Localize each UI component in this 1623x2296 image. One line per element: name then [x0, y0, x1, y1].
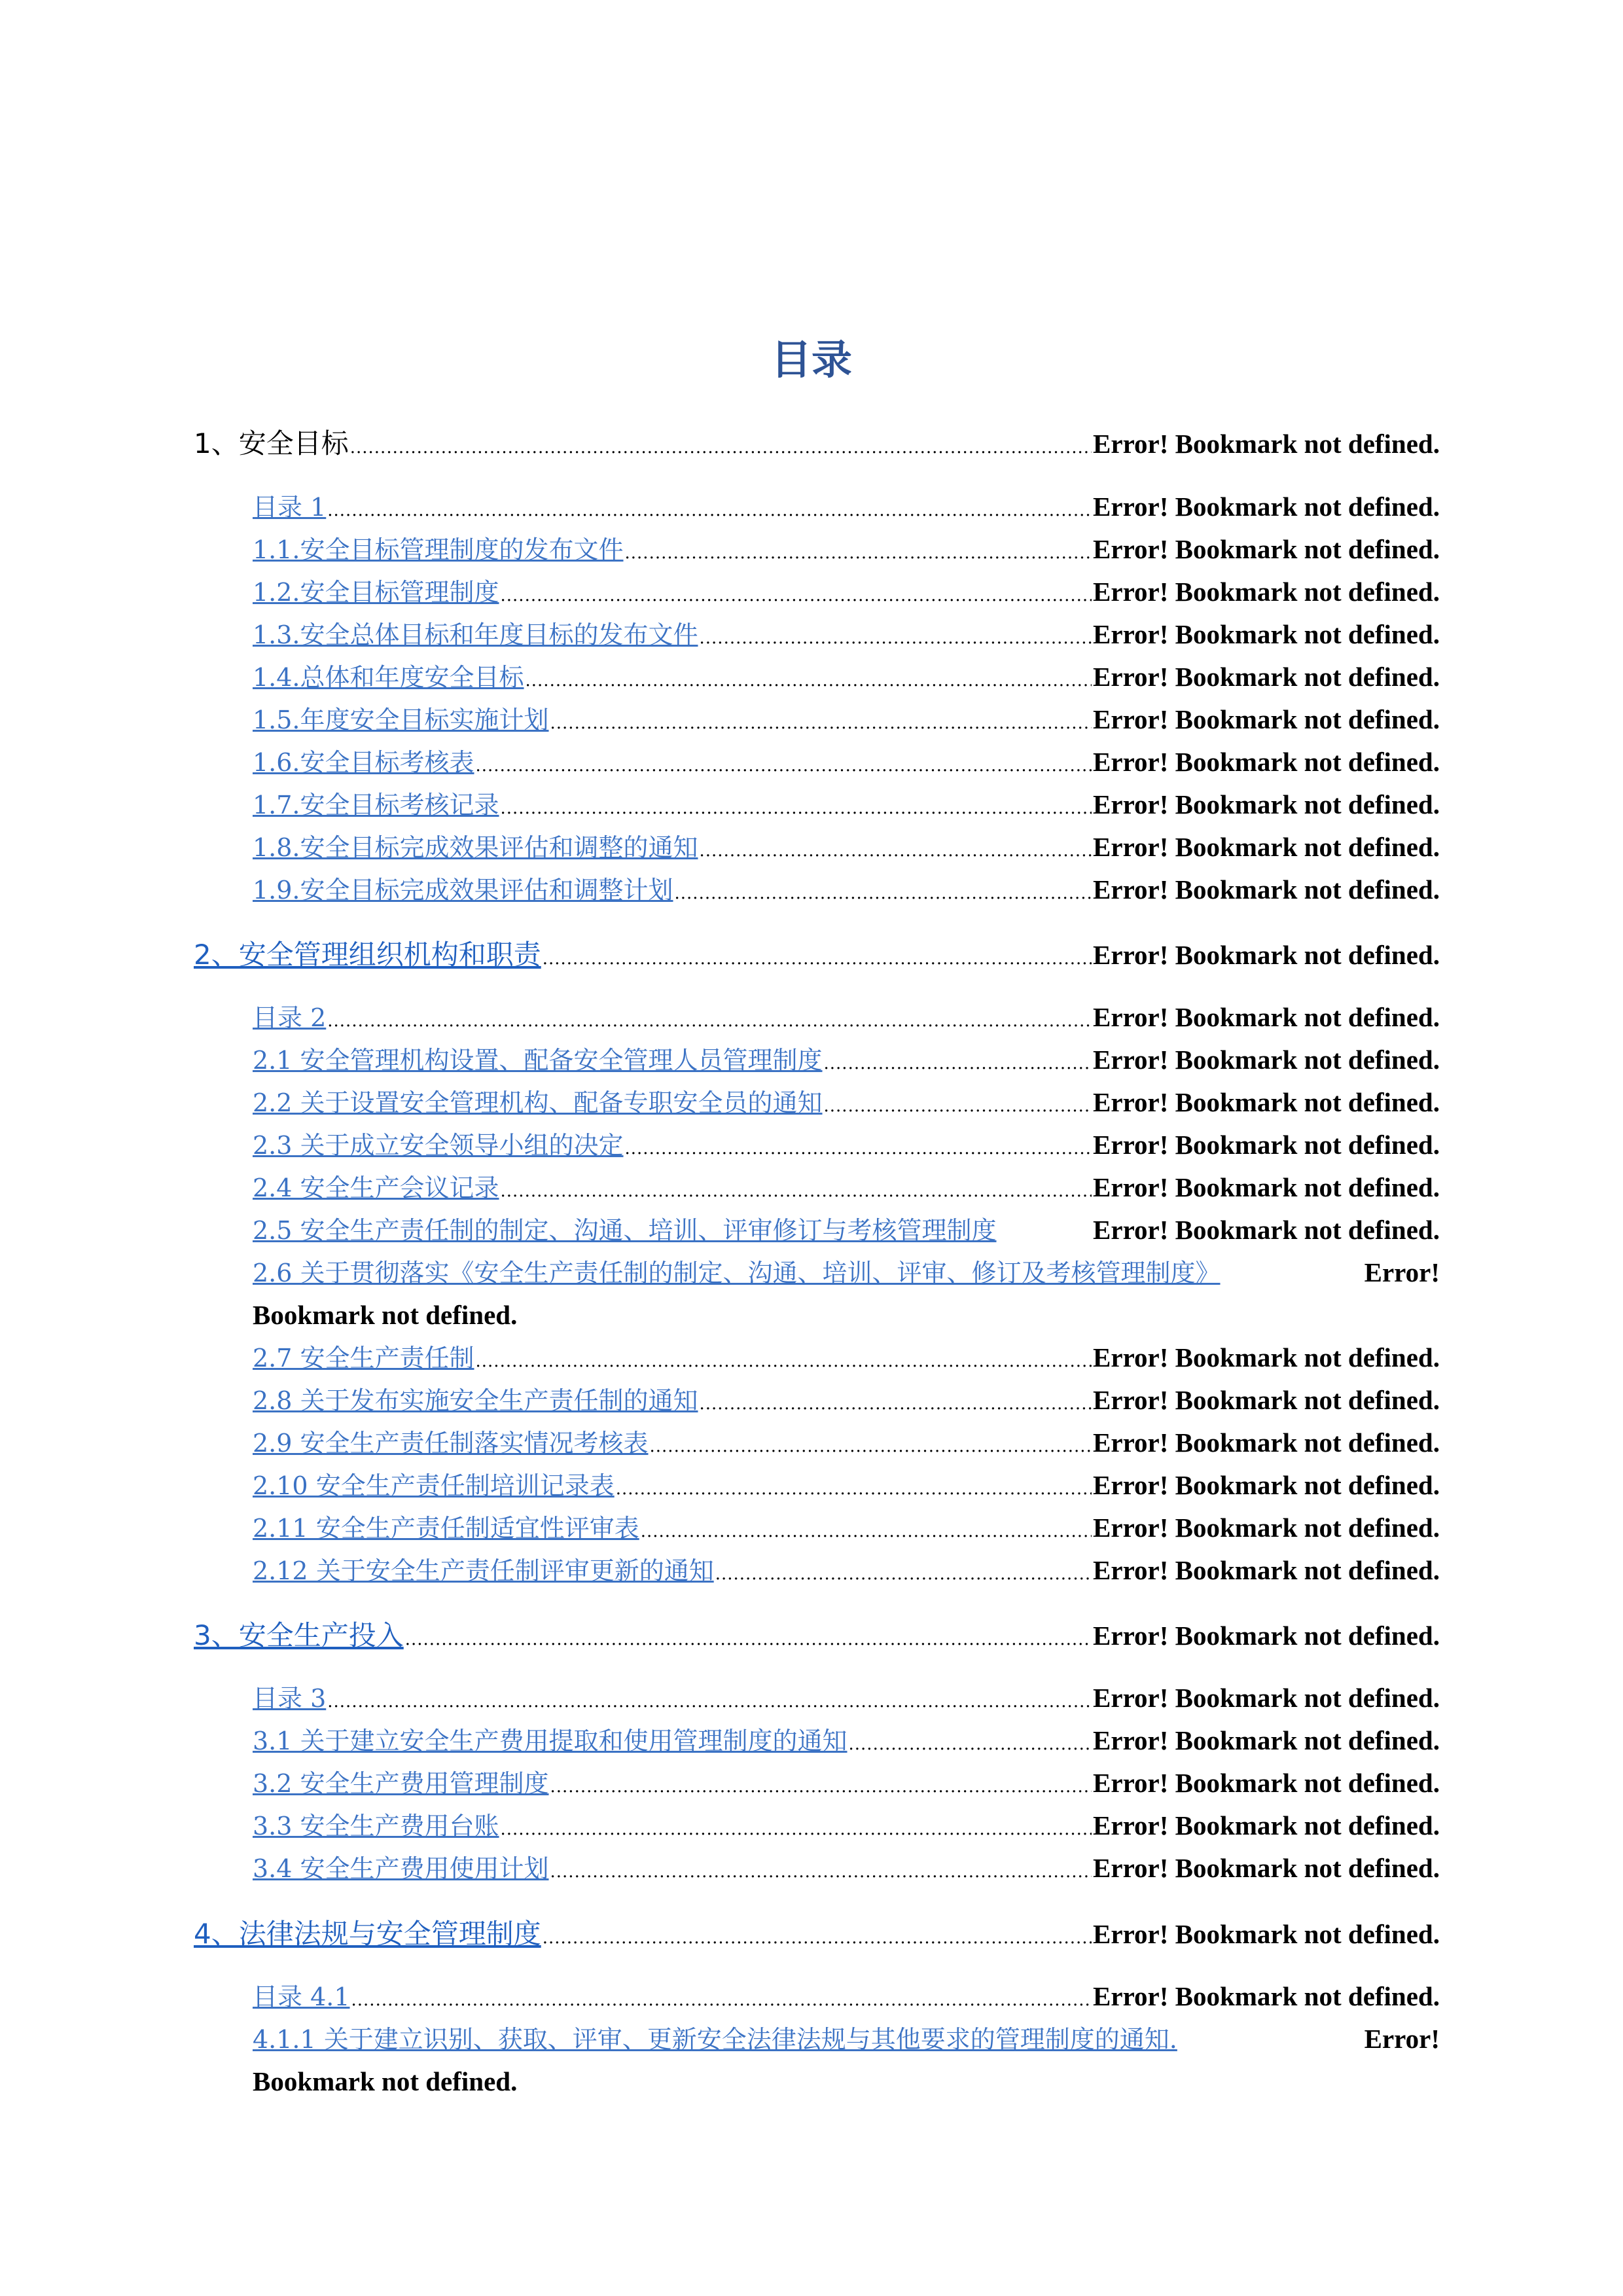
toc-heading-label: 1、安全目标 [194, 427, 349, 459]
dot-leader [501, 576, 1092, 615]
page-ref-error: Error! Bookmark not defined. [1093, 577, 1440, 607]
page-ref-error: Error! Bookmark not defined. [1093, 1810, 1440, 1840]
toc-entry-link[interactable]: 1.1.安全目标管理制度的发布文件 [253, 535, 624, 564]
toc-entry-link[interactable]: 1.2.安全目标管理制度 [253, 578, 499, 607]
toc-entry-link[interactable]: 2.10 安全生产责任制培训记录表 [253, 1471, 615, 1500]
toc-heading-2[interactable] [194, 935, 1440, 975]
dot-leader [501, 1810, 1092, 1849]
toc-entry-link[interactable]: 2.4 安全生产会议记录 [253, 1174, 499, 1202]
page-ref-error: Error! Bookmark not defined. [1093, 662, 1440, 692]
toc-entry-link[interactable]: 3.1 关于建立安全生产费用提取和使用管理制度的通知 [253, 1727, 847, 1755]
toc-entry[interactable] [253, 1210, 1440, 1249]
page-ref-error: Error! Bookmark not defined. [1093, 619, 1440, 649]
toc-entry-link[interactable]: 2.6 关于贯彻落实《安全生产责任制的制定、沟通、培训、评审、修订及考核管理制度》 [253, 1259, 1221, 1287]
toc-heading-4[interactable] [194, 1914, 1440, 1954]
toc-entry[interactable] [253, 615, 1440, 654]
toc-entry[interactable] [253, 1465, 1440, 1505]
toc-entry-link[interactable]: 2.9 安全生产责任制落实情况考核表 [253, 1429, 649, 1458]
page-ref-error: Error! Bookmark not defined. [1093, 1215, 1440, 1245]
page-ref-error: Error! Bookmark not defined. [1093, 1919, 1440, 1949]
toc-entry-link[interactable]: 1.6.安全目标考核表 [253, 748, 474, 777]
page-ref-error: Error! Bookmark not defined. [1093, 1002, 1440, 1032]
page-ref-error: Error! Bookmark not defined. [1093, 1045, 1440, 1075]
toc-entry[interactable] [253, 2019, 1440, 2058]
toc-entry-link[interactable]: 目录 1 [253, 493, 327, 522]
page-ref-error: Error! Bookmark not defined. [1093, 1342, 1440, 1372]
toc-entry-link[interactable]: 3.3 安全生产费用台账 [253, 1812, 499, 1840]
page-ref-error: Error! Bookmark not defined. [1093, 1555, 1440, 1585]
toc-entry[interactable] [253, 1040, 1440, 1079]
page-ref-error: Error! Bookmark not defined. [1093, 1087, 1440, 1117]
page-ref-error: Error! [1364, 2024, 1440, 2054]
toc-entry[interactable] [253, 1977, 1440, 2016]
dot-leader [550, 1852, 1092, 1892]
page-ref-error: Error! Bookmark not defined. [1093, 1621, 1440, 1651]
toc-entry[interactable] [253, 1678, 1440, 1717]
page-ref-error: Error! Bookmark not defined. [1093, 1427, 1440, 1458]
toc-entry[interactable] [253, 785, 1440, 824]
toc-entry[interactable] [253, 487, 1440, 526]
page-ref-error: Error! Bookmark not defined. [1093, 1172, 1440, 1202]
toc-entry-link[interactable]: 2.11 安全生产责任制适宜性评审表 [253, 1514, 639, 1543]
page-ref-error: Error! Bookmark not defined. [1093, 534, 1440, 564]
toc-heading-link[interactable]: 2、安全管理组织机构和职责 [194, 939, 541, 971]
dot-leader [675, 874, 1092, 913]
page-ref-error: Error! Bookmark not defined. [1093, 1470, 1440, 1500]
toc-entry[interactable] [253, 1125, 1440, 1164]
dot-leader [327, 491, 1092, 530]
toc-entry[interactable] [253, 1551, 1440, 1590]
page-ref-error: Error! Bookmark not defined. [1093, 704, 1440, 734]
toc-entry-link[interactable]: 4.1.1 关于建立识别、获取、评审、更新安全法律法规与其他要求的管理制度的通知. [253, 2025, 1177, 2054]
dot-leader [700, 619, 1092, 658]
toc-entry[interactable] [253, 1423, 1440, 1462]
toc-entry[interactable] [253, 1721, 1440, 1760]
dot-leader [350, 428, 1092, 467]
toc-entry[interactable] [253, 1806, 1440, 1845]
dot-leader [501, 1172, 1092, 1211]
toc-entry-link[interactable]: 2.3 关于成立安全领导小组的决定 [253, 1131, 624, 1160]
dot-leader [550, 704, 1092, 743]
page-ref-error: Error! Bookmark not defined. [1093, 1981, 1440, 2011]
dot-leader [625, 533, 1092, 573]
toc-entry[interactable] [253, 657, 1440, 696]
toc-entry[interactable] [253, 1168, 1440, 1207]
toc-entry-link[interactable]: 2.1 安全管理机构设置、配备安全管理人员管理制度 [253, 1046, 823, 1075]
dot-leader [616, 1469, 1092, 1509]
toc-heading-link[interactable]: 3、安全生产投入 [194, 1619, 404, 1651]
toc-entry-link[interactable]: 1.9.安全目标完成效果评估和调整计划 [253, 876, 673, 905]
dot-leader [327, 1682, 1092, 1721]
page-ref-error: Error! Bookmark not defined. [1093, 1725, 1440, 1755]
page-ref-error: Error! Bookmark not defined. [1093, 1853, 1440, 1883]
toc-entry[interactable] [253, 700, 1440, 739]
toc-entry[interactable] [253, 997, 1440, 1037]
toc-entry[interactable] [253, 1253, 1440, 1292]
dot-leader [543, 939, 1092, 978]
page-ref-error: Error! Bookmark not defined. [1093, 1130, 1440, 1160]
dot-leader [543, 1918, 1092, 1958]
dot-leader [501, 789, 1092, 828]
page-ref-error: Error! Bookmark not defined. [1093, 1768, 1440, 1798]
toc-entry-link[interactable]: 目录 2 [253, 1003, 327, 1032]
dot-leader [824, 1086, 1092, 1126]
toc-heading-3[interactable] [194, 1616, 1440, 1655]
dot-leader [715, 1554, 1092, 1594]
toc-title: 目录 [770, 336, 852, 384]
toc-entry[interactable] [253, 1338, 1440, 1377]
page-ref-error: Error! Bookmark not defined. [1093, 789, 1440, 819]
toc-entry-link[interactable]: 2.5 安全生产责任制的制定、沟通、培训、评审修订与考核管理制度 [253, 1216, 997, 1245]
page-ref-error-continued: Bookmark not defined. [253, 2066, 518, 2096]
page-ref-error: Error! Bookmark not defined. [1093, 874, 1440, 905]
toc-entry[interactable] [253, 1763, 1440, 1803]
dot-leader [476, 1342, 1092, 1381]
toc-entry-link[interactable]: 目录 4.1 [253, 1982, 350, 2011]
dot-leader [550, 1767, 1092, 1806]
toc-entry-link[interactable]: 3.2 安全生产费用管理制度 [253, 1769, 549, 1798]
toc-entry-link[interactable]: 3.4 安全生产费用使用计划 [253, 1854, 549, 1883]
page-ref-error: Error! Bookmark not defined. [1093, 1683, 1440, 1713]
page-ref-error: Error! Bookmark not defined. [1093, 940, 1440, 970]
toc-entry-link[interactable]: 目录 3 [253, 1684, 327, 1713]
toc-entry-link[interactable]: 1.4.总体和年度安全目标 [253, 663, 524, 692]
toc-entry-link[interactable]: 1.5.年度安全目标实施计划 [253, 706, 549, 734]
dot-leader [641, 1512, 1092, 1551]
page-ref-error: Error! Bookmark not defined. [1093, 747, 1440, 777]
dot-leader [405, 1620, 1092, 1659]
dot-leader [327, 1001, 1092, 1041]
toc-entry[interactable] [253, 1380, 1440, 1420]
dot-leader [476, 746, 1092, 785]
toc-entry-link[interactable]: 2.12 关于安全生产责任制评审更新的通知 [253, 1556, 714, 1585]
toc-entry[interactable] [253, 827, 1440, 867]
toc-entry[interactable] [253, 1848, 1440, 1888]
dot-leader [650, 1427, 1092, 1466]
toc-entry[interactable] [253, 1083, 1440, 1122]
toc-entry-link[interactable]: 1.7.安全目标考核记录 [253, 791, 499, 819]
toc-entry-link[interactable]: 2.2 关于设置安全管理机构、配备专职安全员的通知 [253, 1088, 823, 1117]
page-ref-error-continued: Bookmark not defined. [253, 1300, 518, 1330]
toc-entry[interactable] [253, 572, 1440, 611]
toc-entry-link[interactable]: 2.8 关于发布实施安全生产责任制的通知 [253, 1386, 698, 1415]
page-ref-error: Error! Bookmark not defined. [1093, 1385, 1440, 1415]
toc-entry-link[interactable]: 2.7 安全生产责任制 [253, 1344, 474, 1372]
dot-leader [700, 1384, 1092, 1424]
dot-leader [700, 831, 1092, 870]
toc-entry-link[interactable]: 1.8.安全目标完成效果评估和调整的通知 [253, 833, 698, 862]
dot-leader [849, 1725, 1092, 1764]
page-ref-error: Error! Bookmark not defined. [1093, 492, 1440, 522]
toc-entry-link[interactable]: 1.3.安全总体目标和年度目标的发布文件 [253, 620, 698, 649]
toc-entry[interactable] [253, 870, 1440, 909]
dot-leader [824, 1044, 1092, 1083]
dot-leader [351, 1981, 1092, 2020]
toc-heading-link[interactable]: 4、法律法规与安全管理制度 [194, 1918, 541, 1950]
toc-heading-1[interactable] [194, 424, 1440, 463]
page-ref-error: Error! Bookmark not defined. [1093, 429, 1440, 459]
dot-leader [625, 1129, 1092, 1168]
toc-entry[interactable] [253, 529, 1440, 569]
toc-entry[interactable] [253, 1508, 1440, 1547]
dot-leader [526, 661, 1092, 700]
page-ref-error: Error! Bookmark not defined. [1093, 1513, 1440, 1543]
toc-entry[interactable] [253, 742, 1440, 781]
page-ref-error: Error! Bookmark not defined. [1093, 832, 1440, 862]
page-ref-error: Error! [1364, 1257, 1440, 1287]
